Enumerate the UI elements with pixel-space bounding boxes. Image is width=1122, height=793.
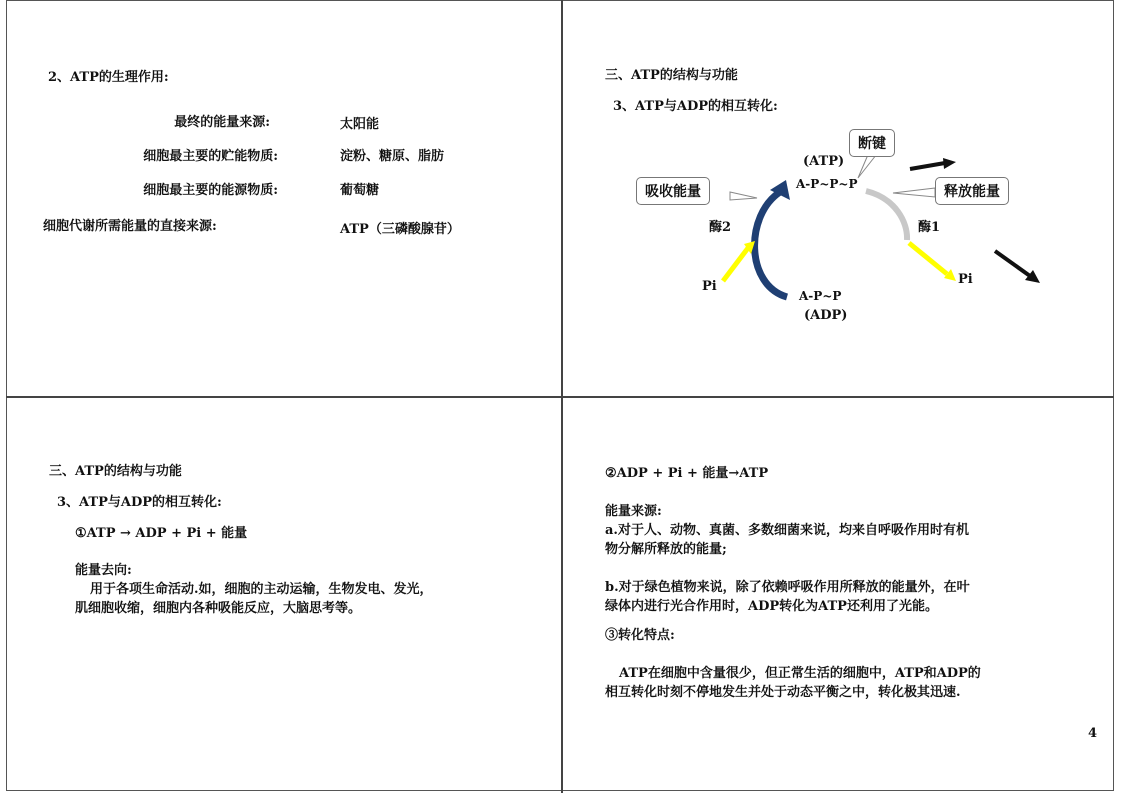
synthesis-equation: ②ADP + Pi + 能量→ATP bbox=[605, 466, 769, 481]
energy-arrow-icon bbox=[910, 163, 945, 169]
atp-label: (ATP) bbox=[803, 154, 845, 169]
pi-out-arrow-icon bbox=[909, 243, 947, 274]
energy-arrow-icon bbox=[995, 251, 1030, 276]
energy-source-a: 物分解所释放的能量; bbox=[605, 542, 727, 557]
break-bond-callout: 断键 bbox=[849, 129, 895, 157]
pi-right-label: Pi bbox=[958, 272, 973, 287]
slide1-heading: 2、ATP的生理作用: bbox=[48, 70, 169, 85]
row-label: 细胞最主要的能源物质: bbox=[143, 183, 278, 198]
absorb-energy-callout: 吸收能量 bbox=[636, 177, 710, 205]
enzyme-1-label: 酶1 bbox=[918, 220, 941, 235]
page-number: 4 bbox=[1088, 726, 1098, 741]
slide2-subheading: 3、ATP与ADP的相互转化: bbox=[613, 99, 778, 114]
conversion-feature-label: ③转化特点: bbox=[605, 628, 675, 643]
synthesis-arrow-icon bbox=[755, 192, 787, 297]
hydrolysis-equation: ①ATP → ADP + Pi + 能量 bbox=[75, 526, 248, 541]
slide3-heading: 三、ATP的结构与功能 bbox=[49, 464, 182, 479]
row-label: 细胞代谢所需能量的直接来源: bbox=[43, 219, 217, 234]
energy-source-b: 绿体内进行光合作用时，ADP转化为ATP还利用了光能。 bbox=[605, 599, 938, 614]
adp-formula: A-P~P bbox=[799, 289, 842, 303]
horizontal-divider bbox=[6, 396, 1114, 398]
release-callout-tail bbox=[893, 188, 935, 197]
slide3-subheading: 3、ATP与ADP的相互转化: bbox=[57, 495, 222, 510]
enzyme-2-label: 酶2 bbox=[709, 220, 732, 235]
energy-source-label: 能量来源: bbox=[605, 504, 662, 519]
pi-left-label: Pi bbox=[702, 279, 717, 294]
hydrolysis-arrow-icon bbox=[866, 191, 907, 240]
atp-formula: A-P~P~P bbox=[796, 177, 858, 191]
release-energy-callout: 释放能量 bbox=[935, 177, 1009, 205]
energy-destination-line: 肌细胞收缩，细胞内各种吸能反应，大脑思考等。 bbox=[75, 601, 362, 616]
row-value: 葡萄糖 bbox=[340, 183, 380, 198]
energy-source-b: b.对于绿色植物来说，除了依赖呼吸作用所释放的能量外，在叶 bbox=[605, 580, 970, 595]
row-value: ATP（三磷酸腺苷） bbox=[340, 222, 460, 237]
pi-in-arrow-icon bbox=[723, 248, 748, 281]
energy-destination-label: 能量去向: bbox=[75, 563, 132, 578]
row-label: 细胞最主要的贮能物质: bbox=[143, 149, 278, 164]
row-value: 太阳能 bbox=[340, 117, 380, 132]
energy-destination-line: 用于各项生命活动.如，细胞的主动运输，生物发电、发光， bbox=[90, 582, 433, 597]
adp-label: (ADP) bbox=[804, 308, 848, 323]
absorb-callout-tail bbox=[730, 192, 757, 200]
energy-source-a: a.对于人、动物、真菌、多数细菌来说，均来自呼吸作用时有机 bbox=[605, 523, 969, 538]
conversion-feature-text: 相互转化时刻不停地发生并处于动态平衡之中，转化极其迅速. bbox=[605, 685, 961, 700]
conversion-feature-text: ATP在细胞中含量很少，但正常生活的细胞中，ATP和ADP的 bbox=[619, 666, 981, 681]
atp-adp-cycle-diagram bbox=[600, 120, 1060, 340]
row-value: 淀粉、糖原、脂肪 bbox=[340, 149, 445, 164]
energy-arrowhead-icon bbox=[943, 158, 956, 169]
slide2-heading: 三、ATP的结构与功能 bbox=[605, 68, 738, 83]
row-label: 最终的能量来源: bbox=[174, 115, 270, 130]
